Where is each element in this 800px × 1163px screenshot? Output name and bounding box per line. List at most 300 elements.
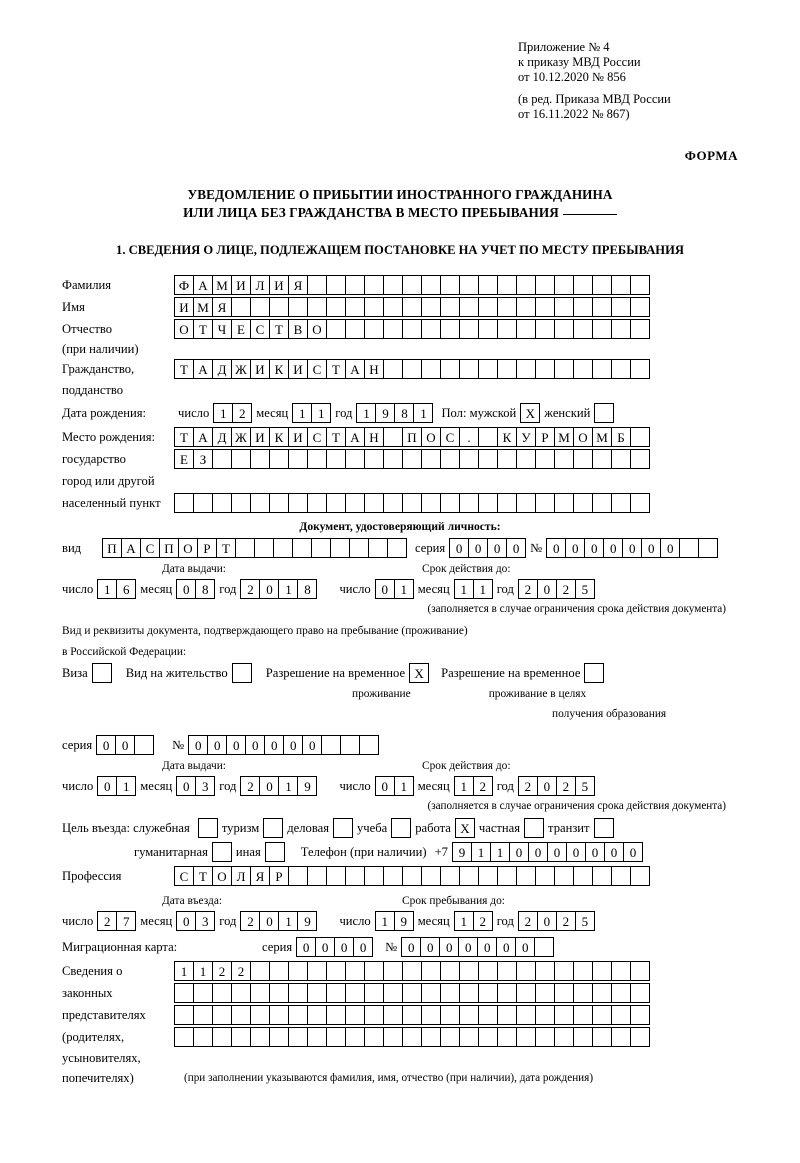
form-cell[interactable] [383, 961, 403, 981]
entry-month-input[interactable] [176, 911, 215, 931]
form-cell[interactable]: 2 [240, 579, 260, 599]
citizenship-input[interactable] [174, 359, 650, 379]
form-cell[interactable] [630, 983, 650, 1003]
form-cell[interactable] [594, 818, 614, 838]
form-cell[interactable] [630, 427, 650, 447]
form-cell[interactable] [307, 866, 327, 886]
form-cell[interactable]: П [102, 538, 122, 558]
form-cell[interactable]: Т [326, 359, 346, 379]
form-cell[interactable] [326, 866, 346, 886]
form-cell[interactable]: О [174, 319, 194, 339]
form-cell[interactable]: Т [326, 427, 346, 447]
form-cell[interactable]: Л [231, 866, 251, 886]
form-cell[interactable]: 1 [311, 403, 331, 423]
form-cell[interactable] [326, 961, 346, 981]
form-cell[interactable] [345, 983, 365, 1003]
form-cell[interactable]: 0 [585, 842, 605, 862]
sex-female-checkbox[interactable] [594, 403, 614, 423]
form-cell[interactable] [340, 735, 360, 755]
form-cell[interactable]: 5 [575, 911, 595, 931]
form-cell[interactable] [273, 538, 293, 558]
form-cell[interactable]: 0 [176, 579, 196, 599]
form-cell[interactable]: Т [193, 866, 213, 886]
form-cell[interactable] [573, 1005, 593, 1025]
form-cell[interactable] [516, 449, 536, 469]
form-cell[interactable] [459, 866, 479, 886]
form-cell[interactable] [269, 961, 289, 981]
birthplace-input-row3[interactable] [174, 493, 650, 513]
form-cell[interactable] [535, 1005, 555, 1025]
form-cell[interactable] [497, 983, 517, 1003]
form-cell[interactable]: 7 [116, 911, 136, 931]
form-cell[interactable] [459, 1005, 479, 1025]
form-cell[interactable] [478, 1005, 498, 1025]
form-cell[interactable] [250, 961, 270, 981]
form-cell[interactable] [421, 983, 441, 1003]
form-cell[interactable] [554, 319, 574, 339]
form-cell[interactable] [516, 319, 536, 339]
form-cell[interactable] [679, 538, 699, 558]
form-cell[interactable] [134, 735, 154, 755]
form-cell[interactable] [554, 493, 574, 513]
form-cell[interactable] [212, 983, 232, 1003]
form-cell[interactable] [345, 493, 365, 513]
form-cell[interactable] [193, 493, 213, 513]
form-cell[interactable]: Я [288, 275, 308, 295]
form-cell[interactable] [174, 1027, 194, 1047]
form-cell[interactable] [212, 842, 232, 862]
form-cell[interactable] [440, 297, 460, 317]
form-cell[interactable]: И [231, 275, 251, 295]
form-cell[interactable] [231, 297, 251, 317]
form-cell[interactable]: 0 [565, 538, 585, 558]
form-cell[interactable]: 0 [334, 937, 354, 957]
form-cell[interactable] [497, 1005, 517, 1025]
form-cell[interactable] [554, 297, 574, 317]
form-cell[interactable]: 0 [188, 735, 208, 755]
doc-issue-month-input[interactable] [176, 579, 215, 599]
form-cell[interactable]: 2 [518, 776, 538, 796]
form-cell[interactable]: 0 [584, 538, 604, 558]
form-cell[interactable] [535, 1027, 555, 1047]
form-cell[interactable] [311, 538, 331, 558]
form-cell[interactable] [573, 961, 593, 981]
form-cell[interactable] [478, 449, 498, 469]
form-cell[interactable]: Н [364, 359, 384, 379]
form-cell[interactable]: 9 [297, 911, 317, 931]
stay-year-input[interactable] [518, 911, 595, 931]
form-cell[interactable]: 1 [292, 403, 312, 423]
form-cell[interactable] [402, 1005, 422, 1025]
form-cell[interactable]: О [573, 427, 593, 447]
form-cell[interactable] [497, 297, 517, 317]
form-cell[interactable]: Т [193, 319, 213, 339]
form-cell[interactable]: 0 [509, 842, 529, 862]
form-cell[interactable] [459, 359, 479, 379]
form-cell[interactable]: 0 [245, 735, 265, 755]
form-cell[interactable]: 0 [641, 538, 661, 558]
form-cell[interactable] [269, 1027, 289, 1047]
form-cell[interactable] [592, 866, 612, 886]
form-cell[interactable]: 3 [195, 776, 215, 796]
form-cell[interactable] [212, 449, 232, 469]
form-cell[interactable] [265, 842, 285, 862]
form-cell[interactable] [592, 961, 612, 981]
form-cell[interactable] [250, 493, 270, 513]
form-cell[interactable] [584, 663, 604, 683]
form-cell[interactable] [592, 275, 612, 295]
form-cell[interactable] [345, 1005, 365, 1025]
form-cell[interactable] [516, 493, 536, 513]
form-cell[interactable] [592, 297, 612, 317]
form-cell[interactable] [630, 866, 650, 886]
form-cell[interactable]: Т [269, 319, 289, 339]
form-cell[interactable]: 1 [394, 579, 414, 599]
form-cell[interactable] [421, 359, 441, 379]
form-cell[interactable] [345, 275, 365, 295]
form-cell[interactable] [364, 275, 384, 295]
doc-series-input[interactable] [449, 538, 526, 558]
form-cell[interactable]: 0 [176, 776, 196, 796]
form-cell[interactable]: М [592, 427, 612, 447]
doc-issue-year-input[interactable] [240, 579, 317, 599]
form-cell[interactable]: 1 [454, 579, 474, 599]
form-cell[interactable] [92, 663, 112, 683]
form-cell[interactable] [402, 449, 422, 469]
form-cell[interactable] [554, 359, 574, 379]
form-cell[interactable] [440, 961, 460, 981]
form-cell[interactable]: 1 [356, 403, 376, 423]
form-cell[interactable]: 5 [575, 579, 595, 599]
form-cell[interactable] [174, 493, 194, 513]
form-cell[interactable]: 1 [116, 776, 136, 796]
form-cell[interactable] [594, 403, 614, 423]
form-cell[interactable] [630, 297, 650, 317]
form-cell[interactable] [516, 1027, 536, 1047]
form-cell[interactable] [345, 961, 365, 981]
form-cell[interactable]: 9 [394, 911, 414, 931]
legal-rep-input-row1[interactable] [174, 961, 650, 981]
form-cell[interactable] [402, 1027, 422, 1047]
form-cell[interactable] [402, 493, 422, 513]
form-cell[interactable]: 0 [537, 579, 557, 599]
form-cell[interactable] [307, 297, 327, 317]
form-cell[interactable] [497, 866, 517, 886]
form-cell[interactable]: 0 [259, 776, 279, 796]
form-cell[interactable]: И [288, 427, 308, 447]
form-cell[interactable] [387, 538, 407, 558]
form-cell[interactable] [383, 297, 403, 317]
form-cell[interactable] [269, 1005, 289, 1025]
form-cell[interactable] [345, 319, 365, 339]
form-cell[interactable] [535, 449, 555, 469]
form-cell[interactable]: 0 [487, 538, 507, 558]
form-cell[interactable] [554, 275, 574, 295]
form-cell[interactable]: 0 [259, 911, 279, 931]
form-cell[interactable] [402, 866, 422, 886]
form-cell[interactable]: О [307, 319, 327, 339]
form-cell[interactable]: 1 [413, 403, 433, 423]
form-cell[interactable]: 0 [537, 911, 557, 931]
form-cell[interactable] [326, 449, 346, 469]
form-cell[interactable] [440, 359, 460, 379]
form-cell[interactable] [326, 1027, 346, 1047]
form-cell[interactable]: А [193, 359, 213, 379]
form-cell[interactable] [478, 427, 498, 447]
form-cell[interactable]: У [516, 427, 536, 447]
form-cell[interactable] [326, 297, 346, 317]
form-cell[interactable] [516, 866, 536, 886]
form-cell[interactable]: К [497, 427, 517, 447]
form-cell[interactable]: 0 [528, 842, 548, 862]
name-input[interactable] [174, 297, 650, 317]
form-cell[interactable] [630, 1027, 650, 1047]
form-cell[interactable] [288, 1027, 308, 1047]
form-cell[interactable]: 0 [566, 842, 586, 862]
form-cell[interactable] [573, 319, 593, 339]
form-cell[interactable] [459, 319, 479, 339]
form-cell[interactable] [269, 983, 289, 1003]
form-cell[interactable]: 2 [556, 776, 576, 796]
form-cell[interactable] [421, 1027, 441, 1047]
form-cell[interactable] [459, 983, 479, 1003]
form-cell[interactable] [611, 1027, 631, 1047]
form-cell[interactable]: . [459, 427, 479, 447]
form-cell[interactable]: А [345, 427, 365, 447]
form-cell[interactable] [383, 427, 403, 447]
form-cell[interactable] [307, 1027, 327, 1047]
form-cell[interactable]: 0 [96, 735, 116, 755]
form-cell[interactable]: 1 [97, 579, 117, 599]
form-cell[interactable] [592, 1005, 612, 1025]
form-cell[interactable] [383, 1005, 403, 1025]
form-cell[interactable] [364, 493, 384, 513]
form-cell[interactable] [421, 866, 441, 886]
form-cell[interactable]: 1 [454, 911, 474, 931]
form-cell[interactable] [592, 449, 612, 469]
form-cell[interactable] [440, 493, 460, 513]
form-cell[interactable] [573, 1027, 593, 1047]
form-cell[interactable] [288, 983, 308, 1003]
form-cell[interactable] [345, 1027, 365, 1047]
form-cell[interactable] [250, 1005, 270, 1025]
form-cell[interactable] [330, 538, 350, 558]
form-cell[interactable]: Р [197, 538, 217, 558]
form-cell[interactable] [535, 275, 555, 295]
purpose-transit-checkbox[interactable] [594, 818, 614, 838]
form-cell[interactable] [383, 1027, 403, 1047]
form-cell[interactable] [326, 1005, 346, 1025]
sex-male-checkbox[interactable] [520, 403, 540, 423]
form-cell[interactable]: Е [231, 319, 251, 339]
form-cell[interactable]: 1 [375, 911, 395, 931]
form-cell[interactable] [402, 297, 422, 317]
form-cell[interactable]: 0 [623, 842, 643, 862]
form-cell[interactable] [573, 275, 593, 295]
form-cell[interactable]: 3 [195, 911, 215, 931]
form-cell[interactable] [611, 983, 631, 1003]
form-cell[interactable] [478, 866, 498, 886]
form-cell[interactable] [307, 983, 327, 1003]
entry-year-input[interactable] [240, 911, 317, 931]
form-cell[interactable]: 5 [575, 776, 595, 796]
form-cell[interactable] [232, 663, 252, 683]
form-cell[interactable] [250, 297, 270, 317]
form-cell[interactable] [364, 866, 384, 886]
form-cell[interactable]: К [269, 427, 289, 447]
stay-month-input[interactable] [454, 911, 493, 931]
form-cell[interactable] [630, 961, 650, 981]
form-cell[interactable]: 2 [556, 911, 576, 931]
form-cell[interactable] [307, 275, 327, 295]
form-cell[interactable] [383, 449, 403, 469]
form-cell[interactable]: С [307, 359, 327, 379]
form-cell[interactable]: 0 [515, 937, 535, 957]
form-cell[interactable]: И [250, 427, 270, 447]
form-cell[interactable]: 2 [97, 911, 117, 931]
form-cell[interactable]: 0 [401, 937, 421, 957]
form-cell[interactable] [592, 493, 612, 513]
form-cell[interactable]: Д [212, 359, 232, 379]
form-cell[interactable]: А [193, 275, 213, 295]
form-cell[interactable] [630, 275, 650, 295]
form-cell[interactable]: Р [535, 427, 555, 447]
form-cell[interactable] [630, 359, 650, 379]
form-cell[interactable] [349, 538, 369, 558]
birth-year-input[interactable] [356, 403, 433, 423]
form-cell[interactable]: Н [364, 427, 384, 447]
form-cell[interactable] [288, 449, 308, 469]
form-cell[interactable]: 0 [375, 776, 395, 796]
form-cell[interactable]: М [212, 275, 232, 295]
form-cell[interactable] [459, 1027, 479, 1047]
form-cell[interactable] [269, 297, 289, 317]
form-cell[interactable]: 6 [116, 579, 136, 599]
form-cell[interactable]: И [250, 359, 270, 379]
form-cell[interactable]: 0 [259, 579, 279, 599]
form-cell[interactable] [524, 818, 544, 838]
form-cell[interactable]: X [455, 818, 475, 838]
form-cell[interactable] [193, 983, 213, 1003]
form-cell[interactable]: 0 [603, 538, 623, 558]
form-cell[interactable] [250, 983, 270, 1003]
form-cell[interactable] [231, 983, 251, 1003]
form-cell[interactable]: 0 [283, 735, 303, 755]
form-cell[interactable]: И [174, 297, 194, 317]
form-cell[interactable] [421, 319, 441, 339]
form-cell[interactable] [292, 538, 312, 558]
patronymic-input[interactable] [174, 319, 650, 339]
form-cell[interactable] [440, 1027, 460, 1047]
form-cell[interactable] [573, 297, 593, 317]
legal-rep-input-row3[interactable] [174, 1005, 650, 1025]
form-cell[interactable]: 2 [232, 403, 252, 423]
form-cell[interactable] [611, 359, 631, 379]
form-cell[interactable] [326, 983, 346, 1003]
form-cell[interactable] [516, 983, 536, 1003]
form-cell[interactable] [573, 983, 593, 1003]
form-cell[interactable]: О [212, 866, 232, 886]
form-cell[interactable]: 0 [375, 579, 395, 599]
form-cell[interactable]: И [288, 359, 308, 379]
form-cell[interactable] [383, 275, 403, 295]
form-cell[interactable]: 0 [458, 937, 478, 957]
form-cell[interactable]: 9 [452, 842, 472, 862]
form-cell[interactable]: 1 [213, 403, 233, 423]
form-cell[interactable] [592, 359, 612, 379]
form-cell[interactable]: 9 [297, 776, 317, 796]
form-cell[interactable]: 0 [353, 937, 373, 957]
form-cell[interactable] [391, 818, 411, 838]
form-cell[interactable]: 0 [468, 538, 488, 558]
visa-checkbox[interactable] [92, 663, 112, 683]
form-cell[interactable] [535, 319, 555, 339]
form-cell[interactable] [402, 359, 422, 379]
form-cell[interactable] [421, 493, 441, 513]
purpose-study-checkbox[interactable] [391, 818, 411, 838]
form-cell[interactable]: 0 [449, 538, 469, 558]
form-cell[interactable] [554, 1027, 574, 1047]
form-cell[interactable] [364, 1027, 384, 1047]
form-cell[interactable]: 0 [97, 776, 117, 796]
form-cell[interactable]: 1 [490, 842, 510, 862]
form-cell[interactable]: 0 [207, 735, 227, 755]
form-cell[interactable] [231, 493, 251, 513]
form-cell[interactable]: 1 [193, 961, 213, 981]
form-cell[interactable]: 8 [297, 579, 317, 599]
purpose-humanitarian-checkbox[interactable] [212, 842, 232, 862]
form-cell[interactable] [611, 297, 631, 317]
form-cell[interactable] [459, 297, 479, 317]
form-cell[interactable] [478, 961, 498, 981]
permit-issue-year-input[interactable] [240, 776, 317, 796]
permit-valid-year-input[interactable] [518, 776, 595, 796]
form-cell[interactable]: А [121, 538, 141, 558]
form-cell[interactable] [421, 275, 441, 295]
form-cell[interactable] [231, 1027, 251, 1047]
form-cell[interactable]: 0 [302, 735, 322, 755]
form-cell[interactable]: 9 [375, 403, 395, 423]
form-cell[interactable] [231, 1005, 251, 1025]
form-cell[interactable] [516, 359, 536, 379]
form-cell[interactable]: 8 [195, 579, 215, 599]
form-cell[interactable] [630, 1005, 650, 1025]
form-cell[interactable] [212, 1027, 232, 1047]
form-cell[interactable] [345, 449, 365, 469]
form-cell[interactable] [534, 937, 554, 957]
form-cell[interactable] [231, 449, 251, 469]
form-cell[interactable] [263, 818, 283, 838]
form-cell[interactable] [364, 319, 384, 339]
birth-day-input[interactable] [213, 403, 252, 423]
form-cell[interactable] [364, 1005, 384, 1025]
form-cell[interactable] [333, 818, 353, 838]
form-cell[interactable]: 0 [622, 538, 642, 558]
form-cell[interactable]: Ж [231, 359, 251, 379]
form-cell[interactable]: Е [174, 449, 194, 469]
form-cell[interactable] [478, 1027, 498, 1047]
purpose-tourism-checkbox[interactable] [263, 818, 283, 838]
form-cell[interactable] [611, 961, 631, 981]
form-cell[interactable] [235, 538, 255, 558]
form-cell[interactable] [288, 961, 308, 981]
form-cell[interactable]: П [159, 538, 179, 558]
form-cell[interactable]: Я [250, 866, 270, 886]
form-cell[interactable]: 1 [278, 776, 298, 796]
form-cell[interactable] [402, 275, 422, 295]
stay-day-input[interactable] [375, 911, 414, 931]
form-cell[interactable] [193, 1005, 213, 1025]
